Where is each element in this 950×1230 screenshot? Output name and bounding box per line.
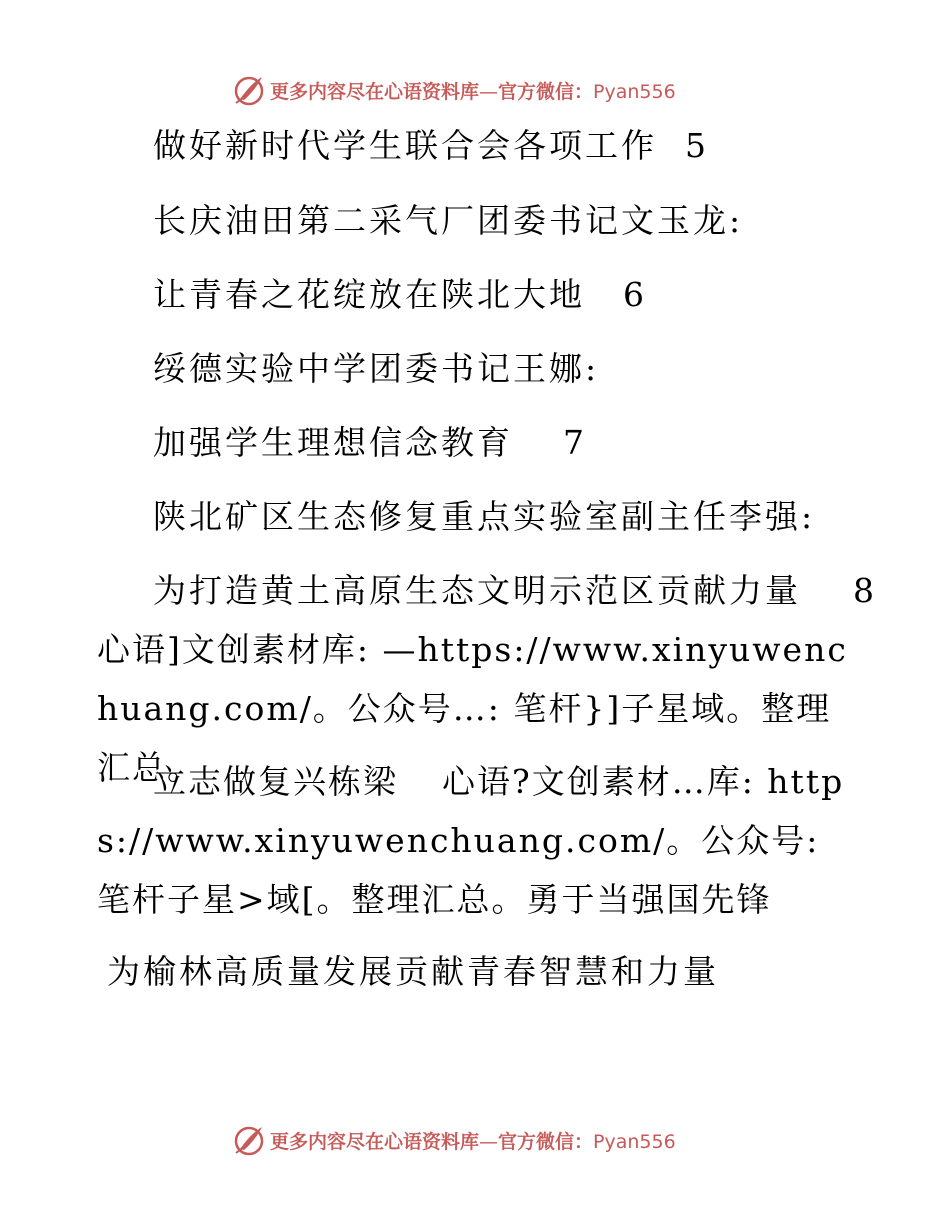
body-paragraph <box>97 752 857 929</box>
toc-entry-text: 做好新时代学生联合会各项工作 <box>153 126 657 165</box>
toc-page-number: 5 <box>685 126 709 165</box>
toc-entry <box>153 349 599 389</box>
watermark-account: Pyan556 <box>593 1130 676 1153</box>
toc-entry-text: 为打造黄土高原生态文明示范区贡献力量 <box>153 571 801 610</box>
toc-entry <box>153 201 743 241</box>
toc-entry-text: 让青春之花绽放在陕北大地 <box>153 275 585 314</box>
watermark-main-text: 更多内容尽在心语资料库 <box>270 80 480 103</box>
toc-page-number: 8 <box>853 571 877 610</box>
watermark-wechat-label: 官方微信： <box>498 80 594 103</box>
watermark-wechat-label: 官方微信： <box>498 1130 594 1153</box>
toc-entry <box>153 497 815 537</box>
footer-watermark <box>232 1122 676 1158</box>
closing-line: 为榆林高质量发展贡献青春智慧和力量 <box>107 952 719 991</box>
paragraph-text: 心语?文创素材…库: https://www.xinyuwenchuang.com/。公众号: 笔杆子星>域[。整理汇总。勇于当强国先锋 <box>97 762 845 919</box>
toc-entry <box>153 275 647 315</box>
toc-entry <box>153 571 877 611</box>
toc-page-number: 7 <box>563 423 587 462</box>
quill-logo-icon <box>232 73 266 107</box>
toc-entry-text: 绥德实验中学团委书记王娜: <box>153 349 600 388</box>
toc-entry-text: 长庆油田第二采气厂团委书记文玉龙: <box>153 201 744 240</box>
body-paragraph: 心语]文创素材库: —https://www.xinyuwenchuang.com/。公众号…: 笔杆}]子星域。整理汇总。 <box>97 630 848 787</box>
watermark-dash: — <box>479 80 499 103</box>
paragraph-heading: 立志做复兴栋梁 <box>153 762 398 801</box>
toc-entry <box>153 423 587 463</box>
watermark-main-text: 更多内容尽在心语资料库 <box>270 1130 480 1153</box>
toc-entry <box>153 126 709 166</box>
header-watermark <box>232 72 676 108</box>
toc-entry-text: 加强学生理想信念教育 <box>153 423 513 462</box>
quill-logo-icon <box>232 1123 266 1157</box>
toc-page-number: 6 <box>623 275 647 314</box>
watermark-dash: — <box>479 1130 499 1153</box>
toc-entry-text: 陕北矿区生态修复重点实验室副主任李强: <box>153 497 816 536</box>
watermark-account: Pyan556 <box>593 80 676 103</box>
